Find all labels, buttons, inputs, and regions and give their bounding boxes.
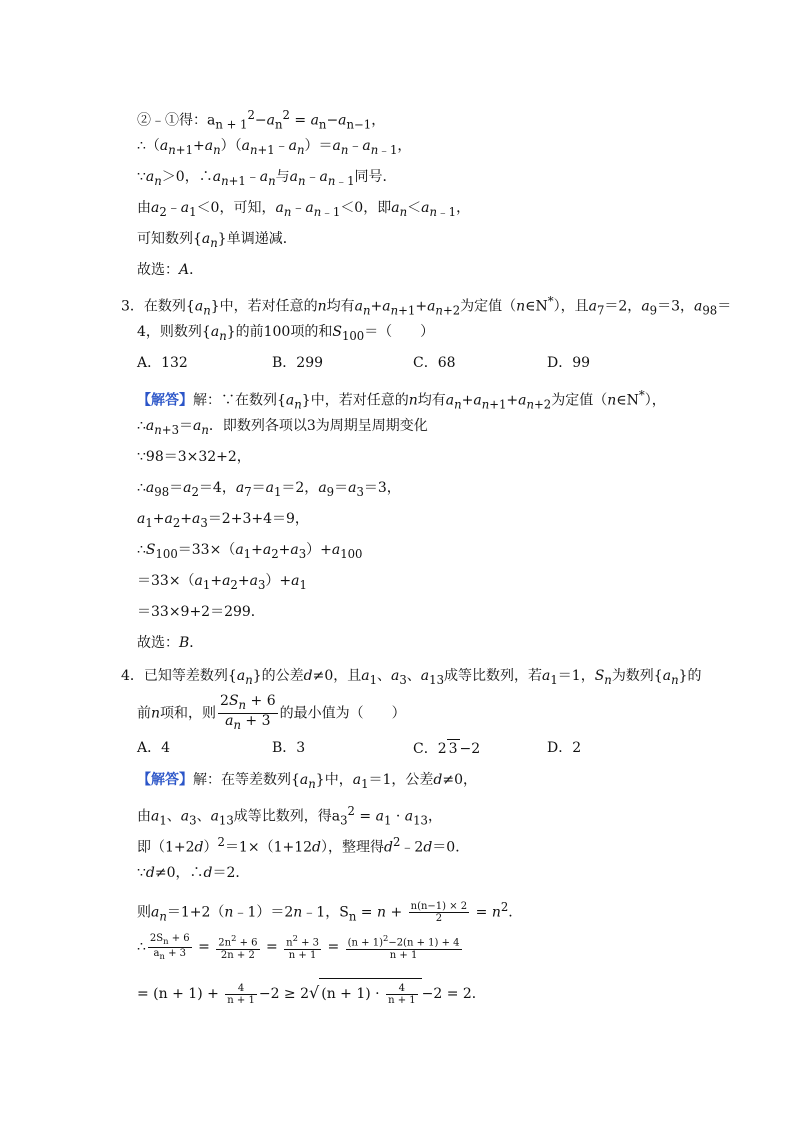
solution-line: 可知数列$\{a_n\}$单调递减． — [137, 231, 297, 250]
q4-option-b: B．3 — [272, 740, 306, 756]
solution-line: $a_1+a_2+a_3=2+3+4=9$， — [137, 511, 309, 530]
solution-line: $=33\times(a_1+a_2+a_3)+a_1$ — [137, 573, 307, 592]
q4-option-a: A．4 — [137, 740, 171, 756]
solution-line: ∴ $\frac{2S_n + 6}{a_n + 3}$ = $\frac{2n^2 + 6}{2n + 2}$ = $\frac{n^2 + 3}{n + 1}$ = $\frac{(n + 1)^2-2(n + 1) + 4}{n + 1}$ — [137, 932, 460, 961]
solution-line: ∵d≠0，∴d＝2． — [137, 865, 250, 881]
answer-tag: 【解答】 — [137, 772, 193, 788]
question-4-stem: 4．已知等差数列$\{a_n\}$的公差d≠0，且$a_1$、$a_3$、$a_{13}$成等比数列，若$a_1=1$，$S_n$为数列$\{a_n\}$的 — [121, 668, 702, 687]
q4-option-c: C．2 3 −2 — [413, 741, 481, 757]
solution-line: $\therefore(a_{n+1}+a_n)(a_{n+1}﹣a_n)=a_n﹣a_{n﹣1}$， — [137, 138, 412, 157]
solution-line: 即$(1+2d)^2=1\times(1+12d)$，整理得$d^2﹣2d=0$． — [137, 835, 470, 856]
solution-line: $\therefore a_{n+3}=a_n$．即数列各项以3为周期呈周期变化 — [137, 418, 428, 437]
solution-line: ＝33×9+2＝299． — [137, 604, 265, 620]
question-3-stem: 3．在数列$\{a_n\}$中，若对任意的n均有$a_n+a_{n+1}+a_{n+2}$为定值（n∈N*），且$a_7=2$，$a_9=3$，$a_{98}=$ — [121, 294, 732, 318]
solution-line: 故选：B． — [137, 635, 204, 651]
solution-line: = (n + 1) + $\frac{4}{n + 1}$ −2 ≥ 2√ (n + 1) · $\frac{4}{n + 1}$ −2 = 2． — [137, 978, 486, 1009]
answer-tag: 【解答】 — [137, 392, 193, 409]
question-3-stem: 4，则数列$\{a_n\}$的前100项的和$S_{100}=$（ ） — [137, 324, 435, 343]
solution-line: 故选：A． — [137, 262, 204, 278]
fraction: $\frac{2S_n + 6}{a_n + 3}$ — [220, 693, 276, 732]
q3-option-b: B．299 — [272, 355, 324, 371]
solution-line: ②﹣①得：$a_{n + 1}^2-a_n^2 = a_n-a_{n-1}$， — [137, 108, 386, 132]
q3-option-d: D．99 — [547, 355, 591, 371]
q3-option-c: C．68 — [413, 355, 456, 371]
q4-option-d: D．2 — [547, 740, 582, 756]
solution-line: 【解答】解：∵在数列$\{a_n\}$中，若对任意的n均有$a_n+a_{n+1}+a_{n+2}$为定值（n∈N*）， — [137, 388, 666, 412]
solution-line: 由$a_2﹣a_1<0$，可知，$a_n﹣a_{n﹣1}<0$，即$a_n<a_{n﹣1}$， — [137, 200, 471, 219]
solution-line: $\therefore a_{98}=a_2=4$，$a_7=a_1=2$，$a_9=a_3=3$， — [137, 480, 401, 499]
solution-line: 【解答】解：在等差数列$\{a_n\}$中，$a_1=1$，公差d≠0， — [137, 772, 478, 791]
solution-line: 由$a_1$、$a_3$、$a_{13}$成等比数列，得$a_3^2 = a_1 \cdot a_{13}$， — [137, 804, 442, 828]
radical: 3 — [448, 741, 458, 757]
solution-line: $\because a_n>0$，$\therefore a_{n+1}﹣a_n$与$a_n﹣a_{n﹣1}$同号． — [137, 169, 397, 188]
solution-line: 则$a_n=1+2(n﹣1)=2n﹣1$，$S_n = n$ + $\frac{n(n-1) \times 2}{2}$ = $n^2$. — [137, 900, 513, 925]
solution-line: ∵98＝3×32+2， — [137, 449, 251, 465]
question-4-stem: 前n项和，则 $\frac{2S_n + 6}{a_n + 3}$ 的最小值为（ ） — [137, 693, 406, 732]
q3-option-a: A．132 — [137, 355, 188, 371]
solution-line: $\therefore S_{100}=33\times(a_1+a_2+a_3)+a_{100}$ — [137, 542, 363, 561]
